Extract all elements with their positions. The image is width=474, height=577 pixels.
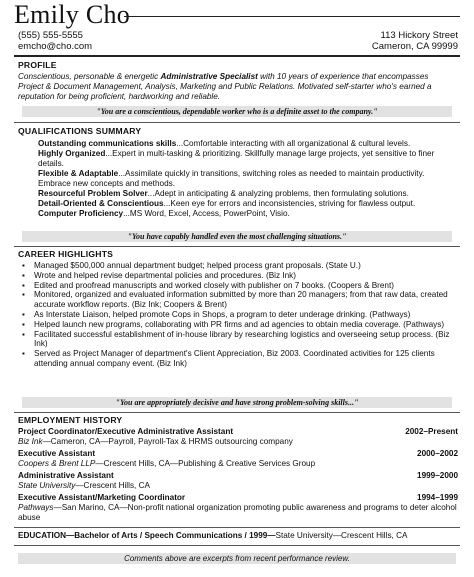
contact-left <box>18 30 92 52</box>
qualification-item <box>38 209 456 219</box>
city-address: Cameron, CA 99999 <box>371 41 458 52</box>
job-dates: 2002–Present <box>405 427 458 436</box>
job-dates: 1994–1999 <box>417 493 458 502</box>
employment-heading: EMPLOYMENT HISTORY <box>18 415 123 425</box>
section-divider <box>14 55 460 57</box>
qualification-item <box>38 139 456 149</box>
highlight-item: ▪ Managed $500,000 annual department budget; helped process grant proposals. (State U.) <box>22 261 454 271</box>
job-entry <box>18 493 458 523</box>
qualification-item <box>38 189 456 199</box>
job-title: Administrative Assistant <box>18 471 114 480</box>
job-detail: —Cameron, CA—Payroll, Payroll-Tax & HRMS outsourcing company <box>42 437 293 446</box>
job-detail: —San Marino, CA—Non-profit national organization promoting public awareness and programs to deter alcohol abuse <box>18 503 457 522</box>
qualifications-heading: QUALIFICATIONS SUMMARY <box>18 126 142 136</box>
education-label: EDUCATION <box>18 531 67 540</box>
qualification-text: ...Comfortable interacting with all organizational & cultural levels. <box>176 139 411 148</box>
profile-text <box>18 72 456 102</box>
qualification-title: Outstanding communications skills <box>38 139 177 148</box>
education-line <box>18 531 458 541</box>
section-divider <box>14 246 460 247</box>
job-dates: 2000–2002 <box>417 449 458 458</box>
highlights-quote: "You are appropriately decisive and have strong problem-solving skills..." <box>22 397 452 408</box>
qualification-title: Computer Proficiency <box>38 209 124 218</box>
job-entry <box>18 471 458 491</box>
candidate-name: Emily Cho <box>14 0 131 29</box>
job-entry <box>18 449 458 469</box>
profile-text-after: with 10 years of experience that encompasses Project & Document Management, Analysis, Marketing and Public Relations. Motivated self-starter who's earned a reputation for being proficient, hardworking and reliable. <box>18 72 432 101</box>
highlights-list <box>22 261 454 369</box>
education-school: State University—Crescent Hills, CA <box>275 531 408 540</box>
qualification-item <box>38 169 456 189</box>
job-title: Executive Assistant <box>18 449 96 458</box>
qualifications-quote: "You have capably handled even the most challenging situations." <box>22 231 452 242</box>
profile-heading: PROFILE <box>18 60 57 70</box>
qualification-text: ...MS Word, Excel, Access, PowerPoint, Visio. <box>123 209 290 218</box>
street-address: 113 Hickory Street <box>380 30 458 41</box>
profile-title: Administrative Specialist <box>160 72 258 81</box>
highlight-item: ▪ Served as Project Manager of department's Client Appreciation, Biz 2003. Coordinated activities for 125 clients attending annual company event. (Biz Ink) <box>22 349 454 369</box>
job-title: Executive Assistant/Marketing Coordinator <box>18 493 186 502</box>
job-company: Coopers & Brent LLP <box>18 459 96 468</box>
section-divider <box>14 412 460 413</box>
highlight-item: ▪ Helped launch new programs, collaborating with PR firms and ad agencies to obtain media coverage. (Pathways) <box>22 320 454 330</box>
qualification-title: Detail-Oriented & Conscientious <box>38 199 164 208</box>
phone-number: (555) 555-5555 <box>18 30 83 41</box>
qualification-text: ...Adept in anticipating & analyzing problems, then formulating solutions. <box>147 189 409 198</box>
job-entry <box>18 427 458 447</box>
qualification-title: Highly Organized <box>38 149 106 158</box>
qualification-text: ...Expert in multi-tasking & prioritizing. Skillfully manage large projects, yet sensitive to finer details. <box>38 149 435 168</box>
qualification-text: ...Keen eye for errors and inconsistencies, striving for flawless output. <box>163 199 416 208</box>
highlight-item: ▪ Edited and proofread manuscripts and worked closely with publisher on 7 books. (Coopers & Brent) <box>22 281 454 291</box>
qualification-item <box>38 149 456 169</box>
qualification-title: Flexible & Adaptable <box>38 169 119 178</box>
highlight-item: ▪ Monitored, organized and evaluated information submitted by more than 20 managers; from that raw data, created accurate workflow reports. (Biz Ink; Coopers & Brent) <box>22 290 454 310</box>
job-detail: —Crescent Hills, CA—Publishing & Creative Services Group <box>95 459 316 468</box>
contact-right <box>372 30 458 52</box>
profile-quote: "You are a conscientious, dependable worker who is a definite asset to the company." <box>22 106 452 117</box>
footer-note: Comments above are excerpts from recent performance review. <box>18 553 456 564</box>
section-divider <box>14 527 460 528</box>
highlights-heading: CAREER HIGHLIGHTS <box>18 249 114 259</box>
job-title: Project Coordinator/Executive Administrative Assistant <box>18 427 234 436</box>
job-company: Biz Ink <box>18 437 43 446</box>
job-company: Pathways <box>18 503 54 512</box>
qualification-title: Resourceful Problem Solver <box>38 189 148 198</box>
highlight-item: ▪ Facilitated successful establishment of in-house library by researching logistics and overseeing setup process. (Biz Ink) <box>22 330 454 350</box>
highlight-item: ▪ As Interstate Liaison, helped promote Cops in Shops, a program to deter underage drinking. (Pathways) <box>22 310 454 320</box>
job-detail: —Crescent Hills, CA <box>75 481 150 490</box>
qualification-item <box>38 199 456 209</box>
qualification-text: ...Assimilate quickly in transitions, switching roles as needed to maintain productivity. Embrace new concepts and methods. <box>38 169 425 188</box>
header-rule <box>124 16 460 17</box>
job-company: State University <box>18 481 76 490</box>
profile-text-before: Conscientious, personable & energetic <box>18 72 161 81</box>
education-degree: —Bachelor of Arts / Speech Communications / 1999— <box>66 531 276 540</box>
highlight-item: ▪ Wrote and helped revise departmental policies and procedures. (Biz Ink) <box>22 271 454 281</box>
qualifications-list <box>38 139 456 219</box>
email-address: emcho@cho.com <box>18 41 93 52</box>
job-dates: 1999–2000 <box>417 471 458 480</box>
section-divider <box>14 122 460 123</box>
section-divider <box>14 545 460 546</box>
